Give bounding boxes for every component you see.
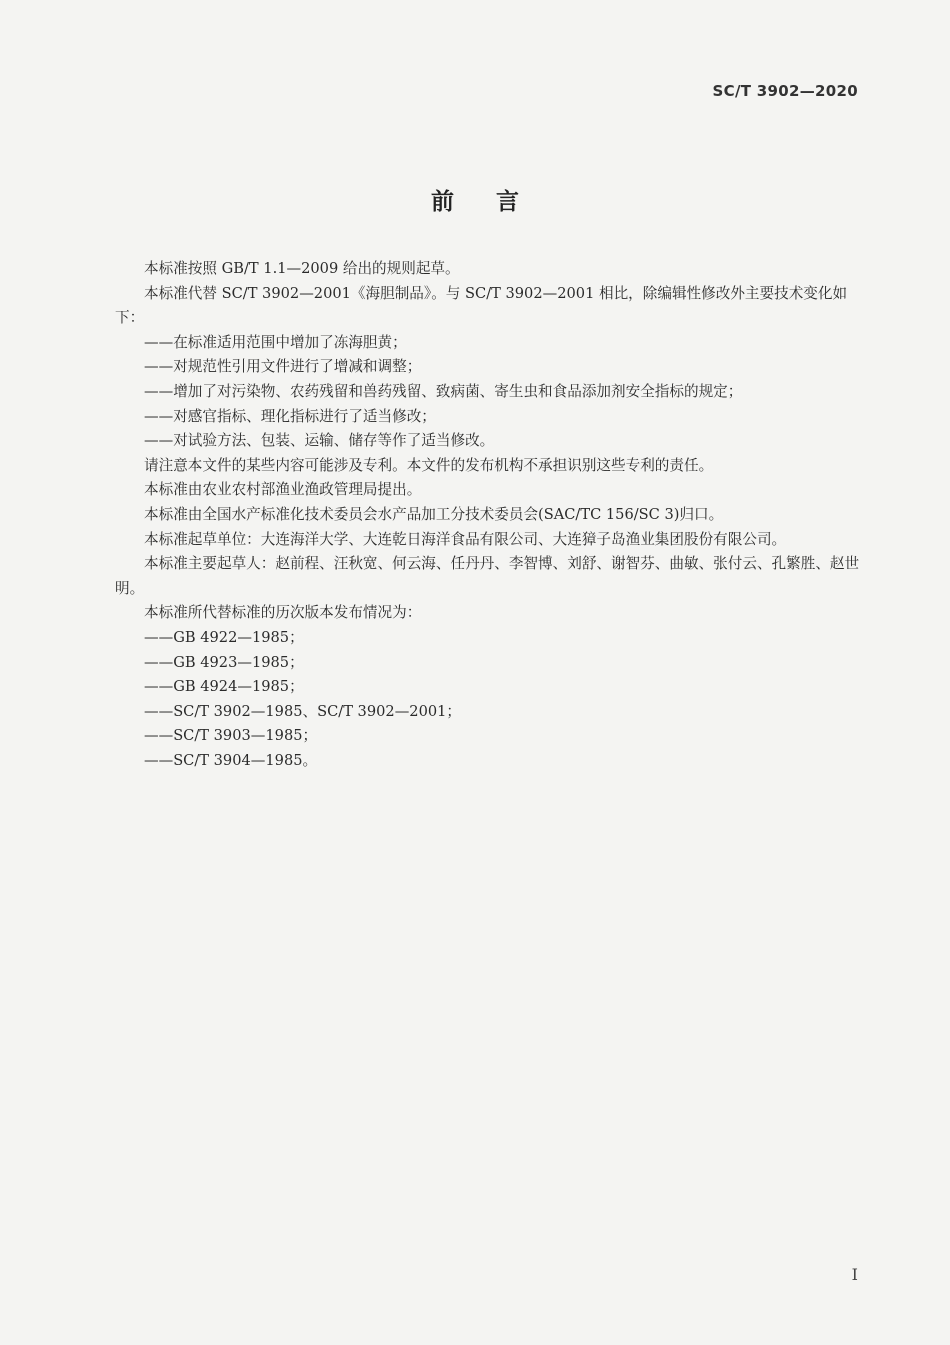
paragraph-drafting-units: 本标准起草单位：大连海洋大学、大连乾日海洋食品有限公司、大连獐子岛渔业集团股份有限公司。 xyxy=(144,530,787,548)
list-item-change: ——对规范性引用文件进行了增减和调整； xyxy=(144,358,422,376)
paragraph-drafters: 本标准主要起草人：赵前程、汪秋宽、何云海、任丹丹、李智博、刘舒、谢智芬、曲敏、张付云、孔繁胜、赵世明。 xyxy=(115,555,860,597)
list-item-change: ——对试验方法、包装、运输、储存等作了适当修改。 xyxy=(144,432,495,450)
list-item-history: ——GB 4922—1985； xyxy=(144,628,304,646)
list-item-history: ——SC/T 3903—1985； xyxy=(144,727,318,745)
paragraph-patent-notice: 请注意本文件的某些内容可能涉及专利。本文件的发布机构不承担识别这些专利的责任。 xyxy=(144,456,714,474)
list-item-history: ——GB 4924—1985； xyxy=(144,678,304,696)
page-title: 前言 xyxy=(431,189,561,215)
paragraph-drafting-rule: 本标准按照 GB/T 1.1—2009 给出的规则起草。 xyxy=(144,260,460,277)
list-item-change: ——增加了对污染物、农药残留和兽药残留、致病菌、寄生虫和食品添加剂安全指标的规定； xyxy=(144,382,743,400)
list-item-change: ——对感官指标、理化指标进行了适当修改； xyxy=(144,407,436,425)
foreword-body xyxy=(115,257,865,773)
paragraph-replacement: 本标准代替 SC/T 3902—2001《海胆制品》。与 SC/T 3902—2001 相比，除编辑性修改外主要技术变化如下： xyxy=(115,284,848,327)
paragraph-proposer: 本标准由农业农村部渔业渔政管理局提出。 xyxy=(144,481,422,499)
paragraph-history-intro: 本标准所代替标准的历次版本发布情况为： xyxy=(144,604,422,622)
standard-code: SC/T 3902—2020 xyxy=(712,82,858,100)
page-number: I xyxy=(851,1265,858,1284)
list-item-change: ——在标准适用范围中增加了冻海胆黄； xyxy=(144,333,407,351)
list-item-history: ——SC/T 3902—1985、SC/T 3902—2001； xyxy=(144,702,462,720)
paragraph-committee: 本标准由全国水产标准化技术委员会水产品加工分技术委员会(SAC/TC 156/SC 3)归口。 xyxy=(144,505,724,523)
list-item-history: ——GB 4923—1985； xyxy=(144,653,304,671)
list-item-history: ——SC/T 3904—1985。 xyxy=(144,751,318,769)
